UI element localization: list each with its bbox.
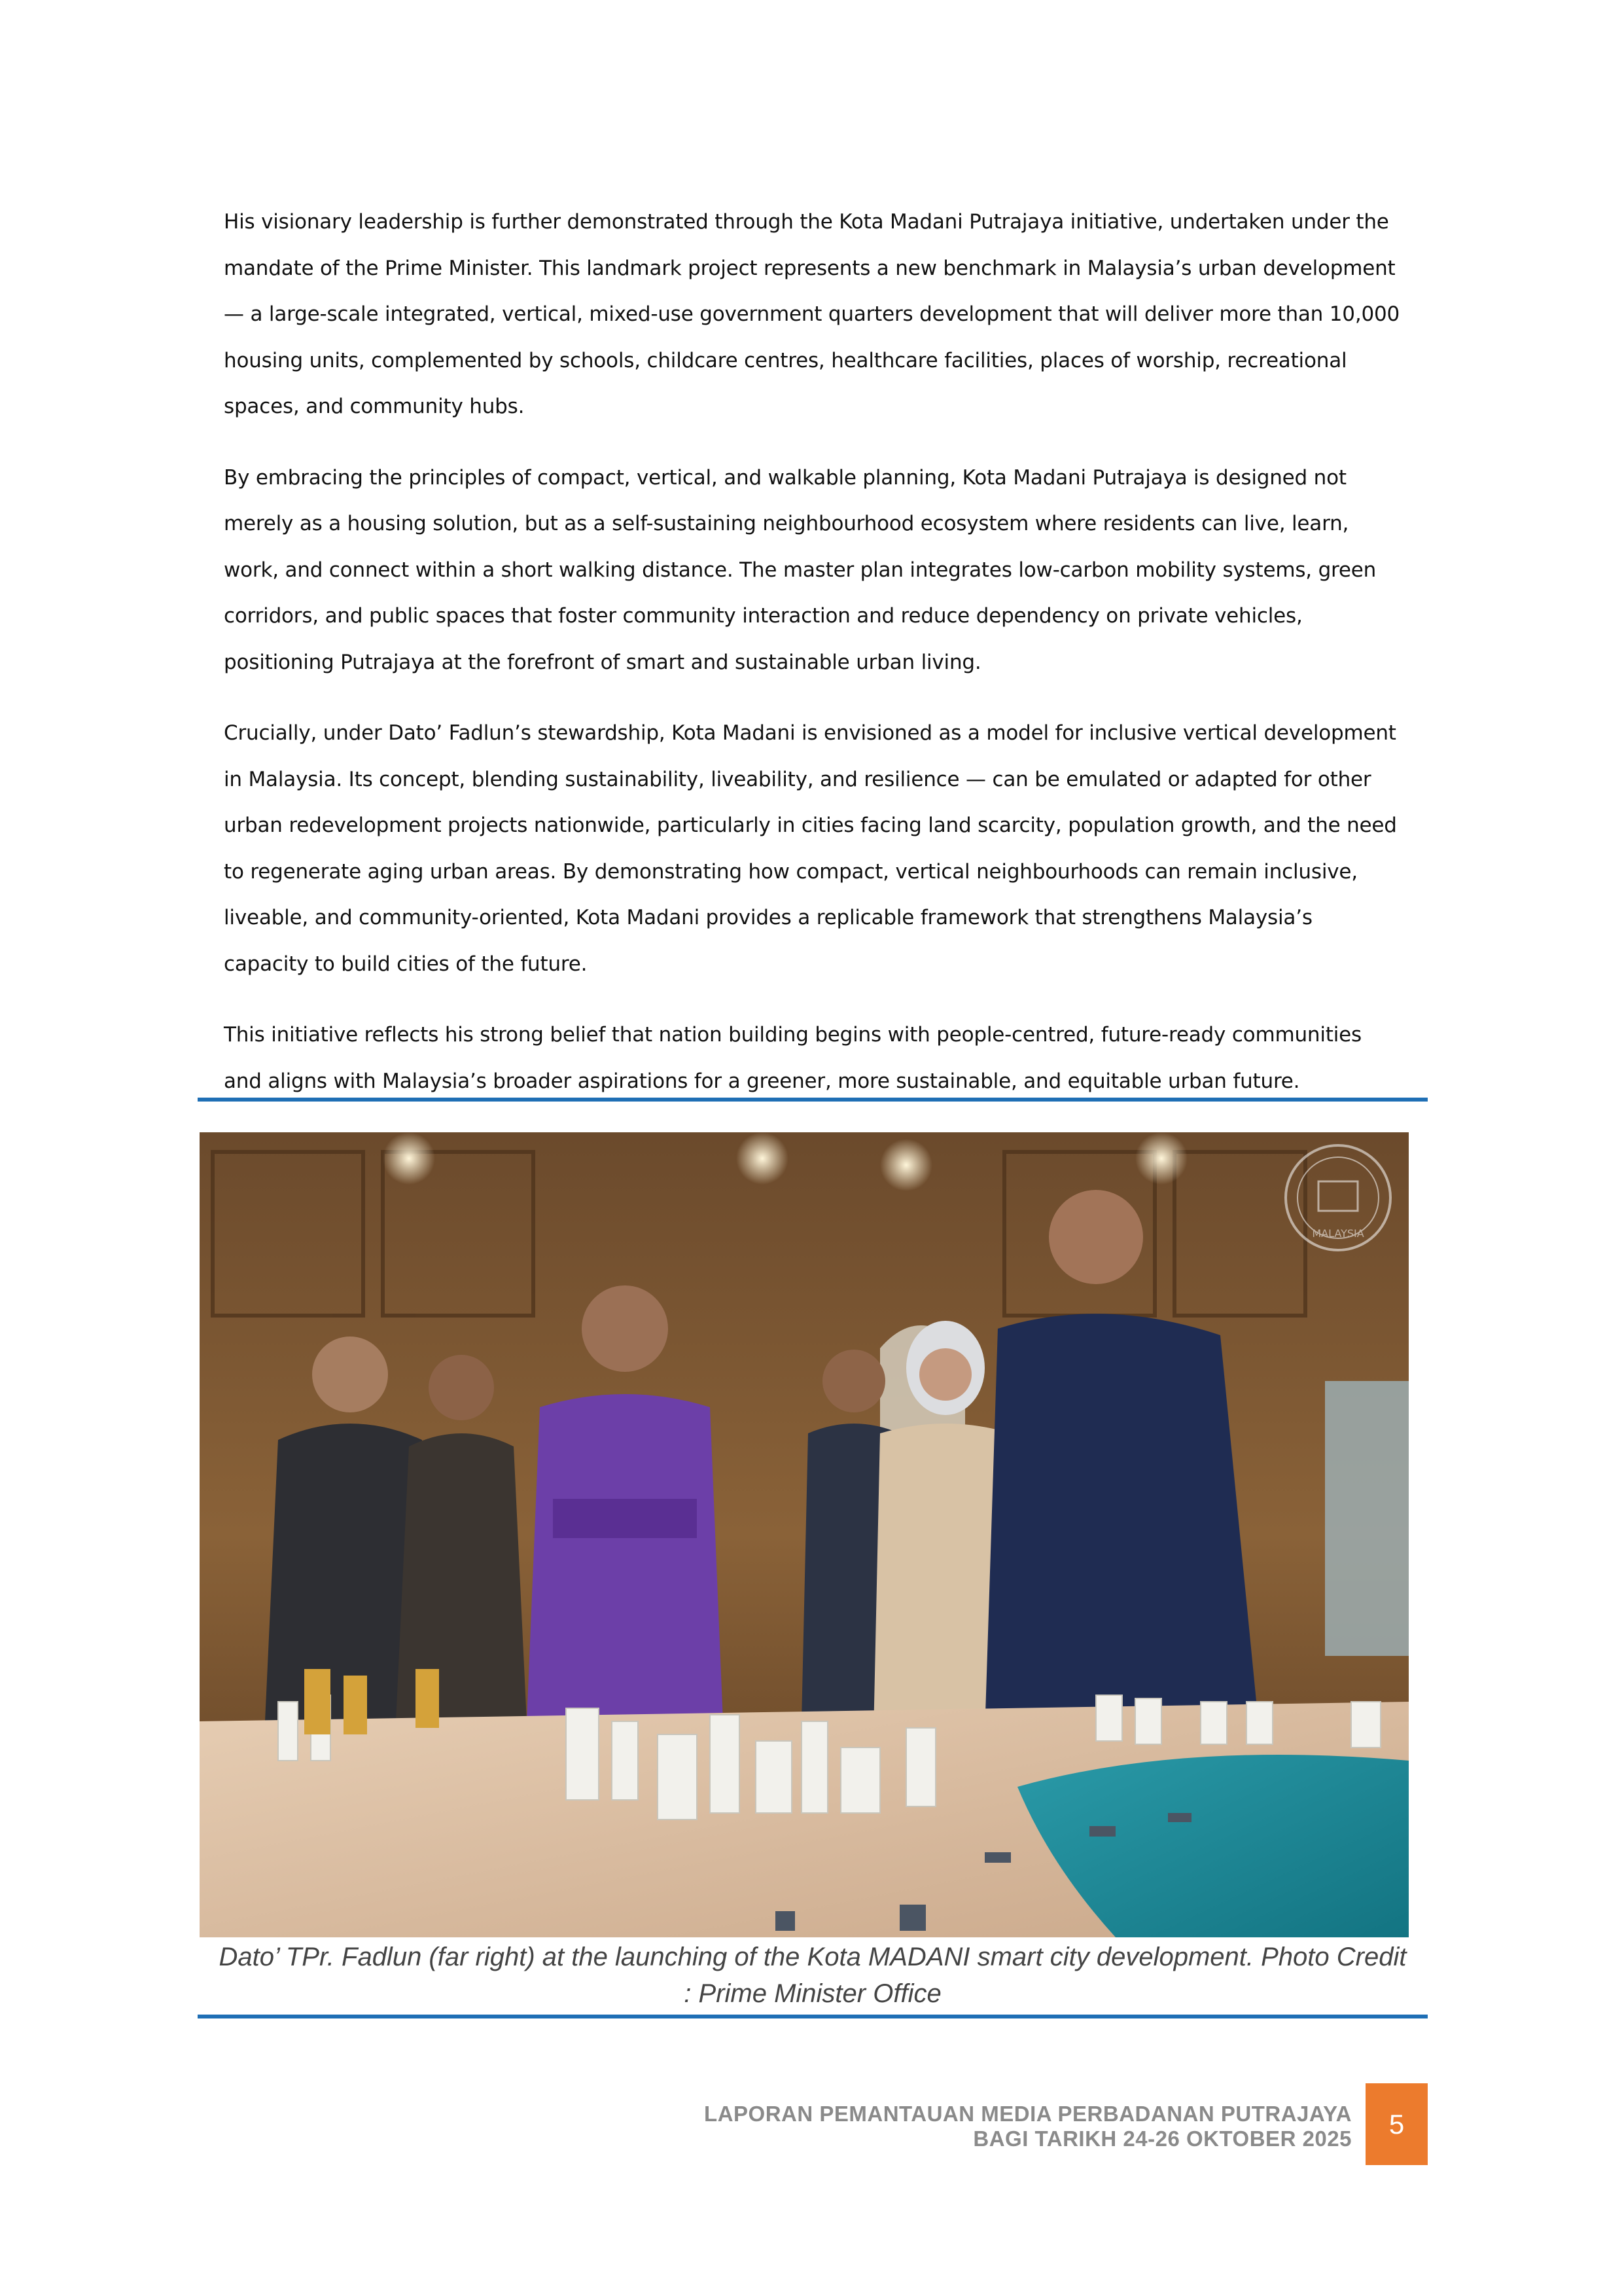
- footer-line-1: LAPORAN PEMANTAUAN MEDIA PERBADANAN PUTRAJAYA: [704, 2102, 1352, 2126]
- caption-line-1: Dato’ TPr. Fadlun (far right) at the launching of the Kota MADANI smart city development. Photo Credit: [219, 1943, 1407, 1971]
- caption-line-2: : Prime Minister Office: [684, 1979, 942, 2008]
- bottom-divider: [198, 2015, 1428, 2018]
- svg-text:MALAYSIA: MALAYSIA: [1312, 1227, 1364, 1240]
- article-body: [224, 199, 1402, 1129]
- report-footer: [704, 2102, 1352, 2151]
- photo-caption: [198, 1939, 1428, 2012]
- event-photo: [200, 1132, 1409, 1937]
- paragraph-2: By embracing the principles of compact, vertical, and walkable planning, Kota Madani Putrajaya is designed not merely as a housing solution, but as a self-sustaining neighbourhood ecosystem where residents can live, learn, work, and connect within a short walking distance. The master plan integrates low-carbon mobility systems, green corridors, and public spaces that foster community interaction and reduce dependency on private vehicles, positioning Putrajaya at the forefront of smart and sustainable urban living.: [224, 465, 1377, 674]
- footer-line-2: BAGI TARIKH 24-26 OKTOBER 2025: [973, 2126, 1352, 2151]
- top-divider: [198, 1098, 1428, 1102]
- paragraph-1: His visionary leadership is further demonstrated through the Kota Madani Putrajaya initiative, undertaken under the mandate of the Prime Minister. This landmark project represents a new benchmark in Malaysia’s urban development — a large-scale integrated, vertical, mixed-use government quarters development that will deliver more than 10,000 housing units, complemented by schools, childcare centres, healthcare facilities, places of worship, recreational spaces, and community hubs.: [224, 210, 1400, 418]
- paragraph-3: Crucially, under Dato’ Fadlun’s stewardship, Kota Madani is envisioned as a model for inclusive vertical development in Malaysia. Its concept, blending sustainability, liveability, and resilience — can be emulated or adapted for other urban redevelopment projects nationwide, particularly in cities facing land scarcity, population growth, and the need to regenerate aging urban areas. By demonstrating how compact, vertical neighbourhoods can remain inclusive, liveable, and community-oriented, Kota Madani provides a replicable framework that strengthens Malaysia’s capacity to build cities of the future.: [224, 721, 1397, 976]
- page-number: 5: [1366, 2083, 1428, 2165]
- paragraph-4: This initiative reflects his strong belief that nation building begins with people-centred, future-ready communities and aligns with Malaysia’s broader aspirations for a greener, more sustainable, and equitable urban future.: [224, 1023, 1362, 1093]
